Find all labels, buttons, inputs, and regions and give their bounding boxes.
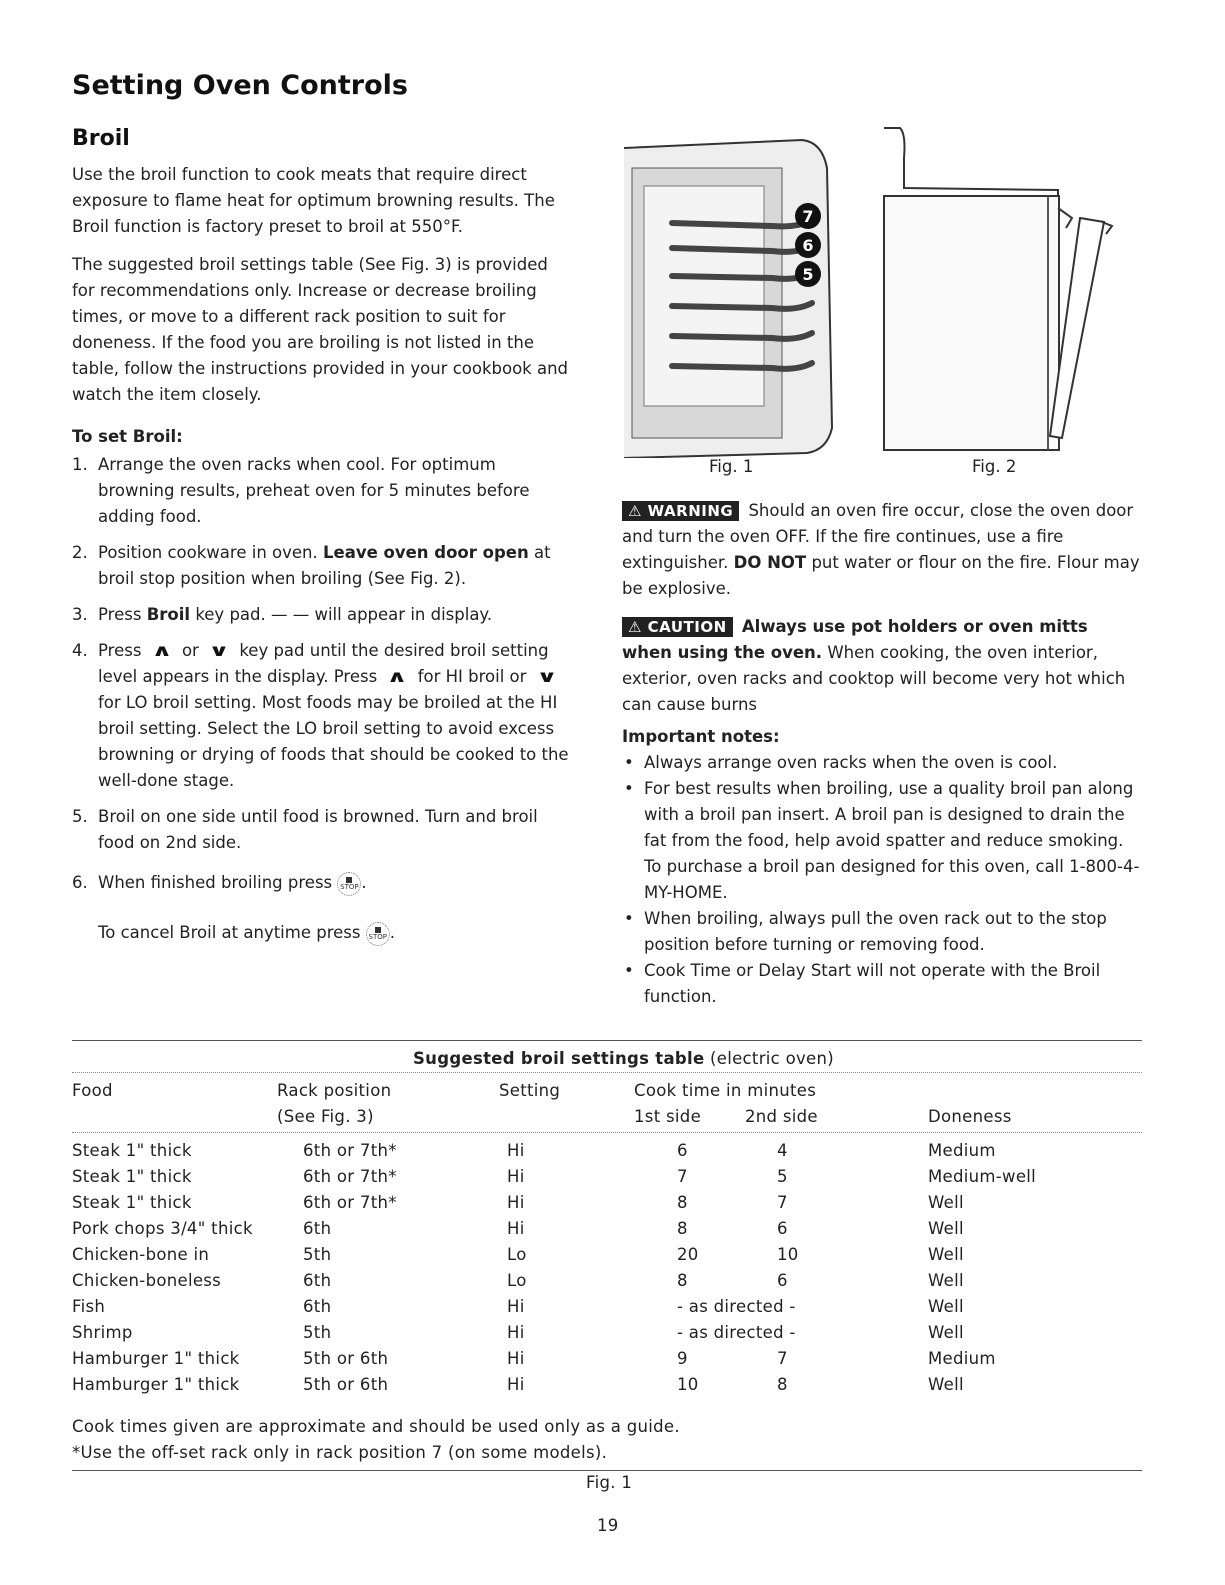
step-text: Press (98, 641, 142, 660)
cell-doneness: Well (928, 1375, 964, 1394)
cell-second-side: 7 (777, 1349, 788, 1368)
table-footnote-1: Cook times given are approximate and should be used only as a guide. (72, 1417, 680, 1436)
header-rack-sub: (See Fig. 3) (277, 1107, 374, 1126)
cell-food: Chicken-boneless (72, 1271, 222, 1290)
cell-rack-position: 5th (303, 1245, 332, 1264)
step-text: or (181, 641, 199, 660)
cell-rack-position: 6th (303, 1271, 332, 1290)
step-text: Press (98, 605, 142, 624)
cell-first-side: 10 (677, 1375, 699, 1394)
cell-rack-position: 6th (303, 1297, 332, 1316)
cell-rack-position: 5th or 6th (303, 1349, 389, 1368)
warning-do-not: DO NOT (733, 553, 807, 572)
important-notes (622, 724, 1142, 1010)
cell-first-side: 7 (677, 1167, 688, 1186)
cell-doneness: Medium-well (928, 1167, 1037, 1186)
step-4 (72, 638, 572, 794)
cell-doneness: Well (928, 1245, 964, 1264)
step-1 (72, 452, 572, 530)
page-number: 19 (597, 1516, 619, 1535)
cell-doneness: Medium (928, 1349, 996, 1368)
warning-badge-text: WARNING (647, 502, 734, 520)
cell-food: Chicken-bone in (72, 1245, 210, 1264)
step-5 (72, 804, 572, 856)
down-arrow-icon: ∨ (535, 667, 558, 686)
note-item: • When broiling, always pull the oven rack out to the stop position before turning or removing food. (622, 906, 1142, 958)
step-3 (72, 602, 572, 628)
step-text: for LO broil setting. Most foods may be broiled at the HI broil setting. Select the LO broil setting to avoid excess browning or drying of foods that should be cooked to the well-done stage. (98, 693, 569, 790)
caution-badge: ⚠ CAUTION (622, 617, 733, 637)
notes-list (622, 750, 1142, 1010)
intro-paragraph-1: Use the broil function to cook meats that require direct exposure to flame heat for optimum browning results. The Broil function is factory preset to broil at 550°F. (72, 165, 555, 236)
table-top-rule (72, 1040, 1142, 1041)
caution-badge-text: CAUTION (647, 618, 727, 636)
cell-doneness: Well (928, 1271, 964, 1290)
step-text: To cancel Broil at anytime press (98, 923, 361, 942)
up-arrow-icon: ∧ (386, 667, 409, 686)
caution-block (622, 614, 1142, 718)
cell-doneness: Well (928, 1323, 964, 1342)
cell-rack-position: 5th (303, 1323, 332, 1342)
step-number: 1. (72, 455, 88, 474)
section-heading-broil: Broil (72, 126, 130, 151)
warning-text: Should an oven fire occur, close the oven door and turn the oven OFF. If the fire continues, use a fire extinguisher. (622, 501, 1134, 572)
cell-doneness: Well (928, 1219, 964, 1238)
rack-position-5: 5 (802, 265, 814, 284)
cell-first-side: - as directed - (677, 1323, 796, 1342)
cell-rack-position: 6th or 7th* (303, 1193, 397, 1212)
table-title (413, 1046, 834, 1072)
header-first-side: 1st side (634, 1107, 702, 1126)
cell-first-side: - as directed - (677, 1297, 796, 1316)
cell-setting: Lo (507, 1271, 527, 1290)
cell-first-side: 8 (677, 1193, 688, 1212)
important-notes-heading: Important notes: (622, 727, 780, 746)
step-2 (72, 540, 572, 592)
cell-food: Steak 1" thick (72, 1167, 192, 1186)
table-title-rest: (electric oven) (710, 1049, 834, 1068)
header-second-side: 2nd side (745, 1107, 818, 1126)
cell-setting: Hi (507, 1375, 525, 1394)
to-set-broil-heading: To set Broil: (72, 427, 183, 446)
step-text: Position cookware in oven. (98, 543, 318, 562)
cell-rack-position: 6th or 7th* (303, 1167, 397, 1186)
cell-setting: Hi (507, 1219, 525, 1238)
cell-rack-position: 6th or 7th* (303, 1141, 397, 1160)
cell-setting: Hi (507, 1141, 525, 1160)
rack-position-6: 6 (802, 236, 814, 255)
step-text: When finished broiling press (98, 873, 333, 892)
step-emphasis: Broil (146, 605, 191, 624)
cancel-broil-note: To cancel Broil at anytime press STOP . (72, 920, 572, 946)
cell-food: Steak 1" thick (72, 1193, 192, 1212)
cell-setting: Hi (507, 1297, 525, 1316)
warning-text-2: put water or flour on the fire. Flour may be explosive. (622, 553, 1140, 598)
step-number: 2. (72, 543, 88, 562)
table-body-rule (72, 1132, 1142, 1133)
caution-bold-text: Always use pot holders or oven mitts when using the oven. (622, 617, 1088, 662)
cell-first-side: 8 (677, 1271, 688, 1290)
cell-doneness: Well (928, 1297, 964, 1316)
caution-text: When cooking, the oven interior, exterior, oven racks and cooktop will become very hot which can cause burns (622, 643, 1126, 714)
step-text: Arrange the oven racks when cool. For optimum browning results, preheat oven for 5 minutes before adding food. (98, 455, 530, 526)
cell-doneness: Well (928, 1193, 964, 1212)
header-doneness: Doneness (928, 1107, 1012, 1126)
up-arrow-icon: ∧ (150, 641, 173, 660)
stop-key-icon: STOP (366, 922, 390, 946)
warning-block (622, 498, 1142, 602)
table-header-rule (72, 1072, 1142, 1073)
cell-food: Steak 1" thick (72, 1141, 192, 1160)
cell-first-side: 20 (677, 1245, 699, 1264)
oven-door-open-illustration (880, 118, 1120, 458)
cell-setting: Lo (507, 1245, 527, 1264)
note-item: • Always arrange oven racks when the oven is cool. (622, 750, 1142, 776)
cell-setting: Hi (507, 1167, 525, 1186)
cell-second-side: 8 (777, 1375, 788, 1394)
cell-setting: Hi (507, 1323, 525, 1342)
cell-food: Shrimp (72, 1323, 133, 1342)
cell-food: Fish (72, 1297, 106, 1316)
intro-paragraph-2: The suggested broil settings table (See Fig. 3) is provided for recommendations only. Increase or decrease broiling times, or move to a different rack position to suit for doneness. If the food you are broiling is not listed in the table, follow the instructions provided in your cookbook and watch the item closely. (72, 255, 569, 404)
step-number: 3. (72, 605, 88, 624)
step-emphasis: Leave oven door open (322, 543, 529, 562)
table-title-bold: Suggested broil settings table (413, 1049, 705, 1068)
cell-second-side: 10 (777, 1245, 799, 1264)
note-item: • For best results when broiling, use a quality broil pan along with a broil pan insert. A broil pan is designed to drain the fat from the food, help avoid spatter and reduce smoking. To purchase a broil pan designed for this oven, call 1-800-4-MY-HOME. (622, 776, 1142, 906)
step-text: for HI broil or (417, 667, 527, 686)
step-text: Broil on one side until food is browned. Turn and broil food on 2nd side. (98, 807, 538, 852)
cell-doneness: Medium (928, 1141, 996, 1160)
down-arrow-icon: ∨ (208, 641, 230, 660)
cell-food: Hamburger 1" thick (72, 1349, 240, 1368)
cell-rack-position: 5th or 6th (303, 1375, 389, 1394)
header-cook-time: Cook time in minutes (634, 1081, 817, 1100)
broil-steps-list (72, 452, 572, 956)
step-number: 4. (72, 641, 88, 660)
cell-first-side: 6 (677, 1141, 688, 1160)
step-6: 6. When finished broiling press STOP . (72, 870, 572, 896)
figure-2-label: Fig. 2 (972, 457, 1017, 476)
cell-second-side: 7 (777, 1193, 788, 1212)
rack-position-7: 7 (802, 207, 814, 226)
header-setting: Setting (499, 1081, 561, 1100)
warning-badge: ⚠ WARNING (622, 501, 739, 521)
table-footnote-2: *Use the off-set rack only in rack position 7 (on some models). (72, 1443, 608, 1462)
cell-food: Hamburger 1" thick (72, 1375, 240, 1394)
step-number: 6. (72, 873, 88, 892)
oven-rack-illustration (622, 128, 852, 458)
stop-key-icon: STOP (337, 872, 361, 896)
step-text: key pad until the desired broil setting level appears in the display. Press (98, 641, 549, 686)
cell-food: Pork chops 3/4" thick (72, 1219, 253, 1238)
step-number: 5. (72, 807, 88, 826)
figure-1-label: Fig. 1 (709, 457, 754, 476)
cell-second-side: 5 (777, 1167, 788, 1186)
cell-second-side: 6 (777, 1271, 788, 1290)
cell-first-side: 8 (677, 1219, 688, 1238)
step-text: key pad. — — will appear in display. (195, 605, 493, 624)
cell-second-side: 4 (777, 1141, 788, 1160)
cell-setting: Hi (507, 1349, 525, 1368)
cell-first-side: 9 (677, 1349, 688, 1368)
cell-second-side: 6 (777, 1219, 788, 1238)
step-text: at broil stop position when broiling (See Fig. 2). (98, 543, 551, 588)
note-item: • Cook Time or Delay Start will not operate with the Broil function. (622, 958, 1142, 1010)
header-food: Food (72, 1081, 113, 1100)
header-rack-position: Rack position (277, 1081, 392, 1100)
table-figure-label: Fig. 1 (586, 1473, 633, 1492)
page-title: Setting Oven Controls (72, 70, 408, 101)
cell-rack-position: 6th (303, 1219, 332, 1238)
cell-setting: Hi (507, 1193, 525, 1212)
